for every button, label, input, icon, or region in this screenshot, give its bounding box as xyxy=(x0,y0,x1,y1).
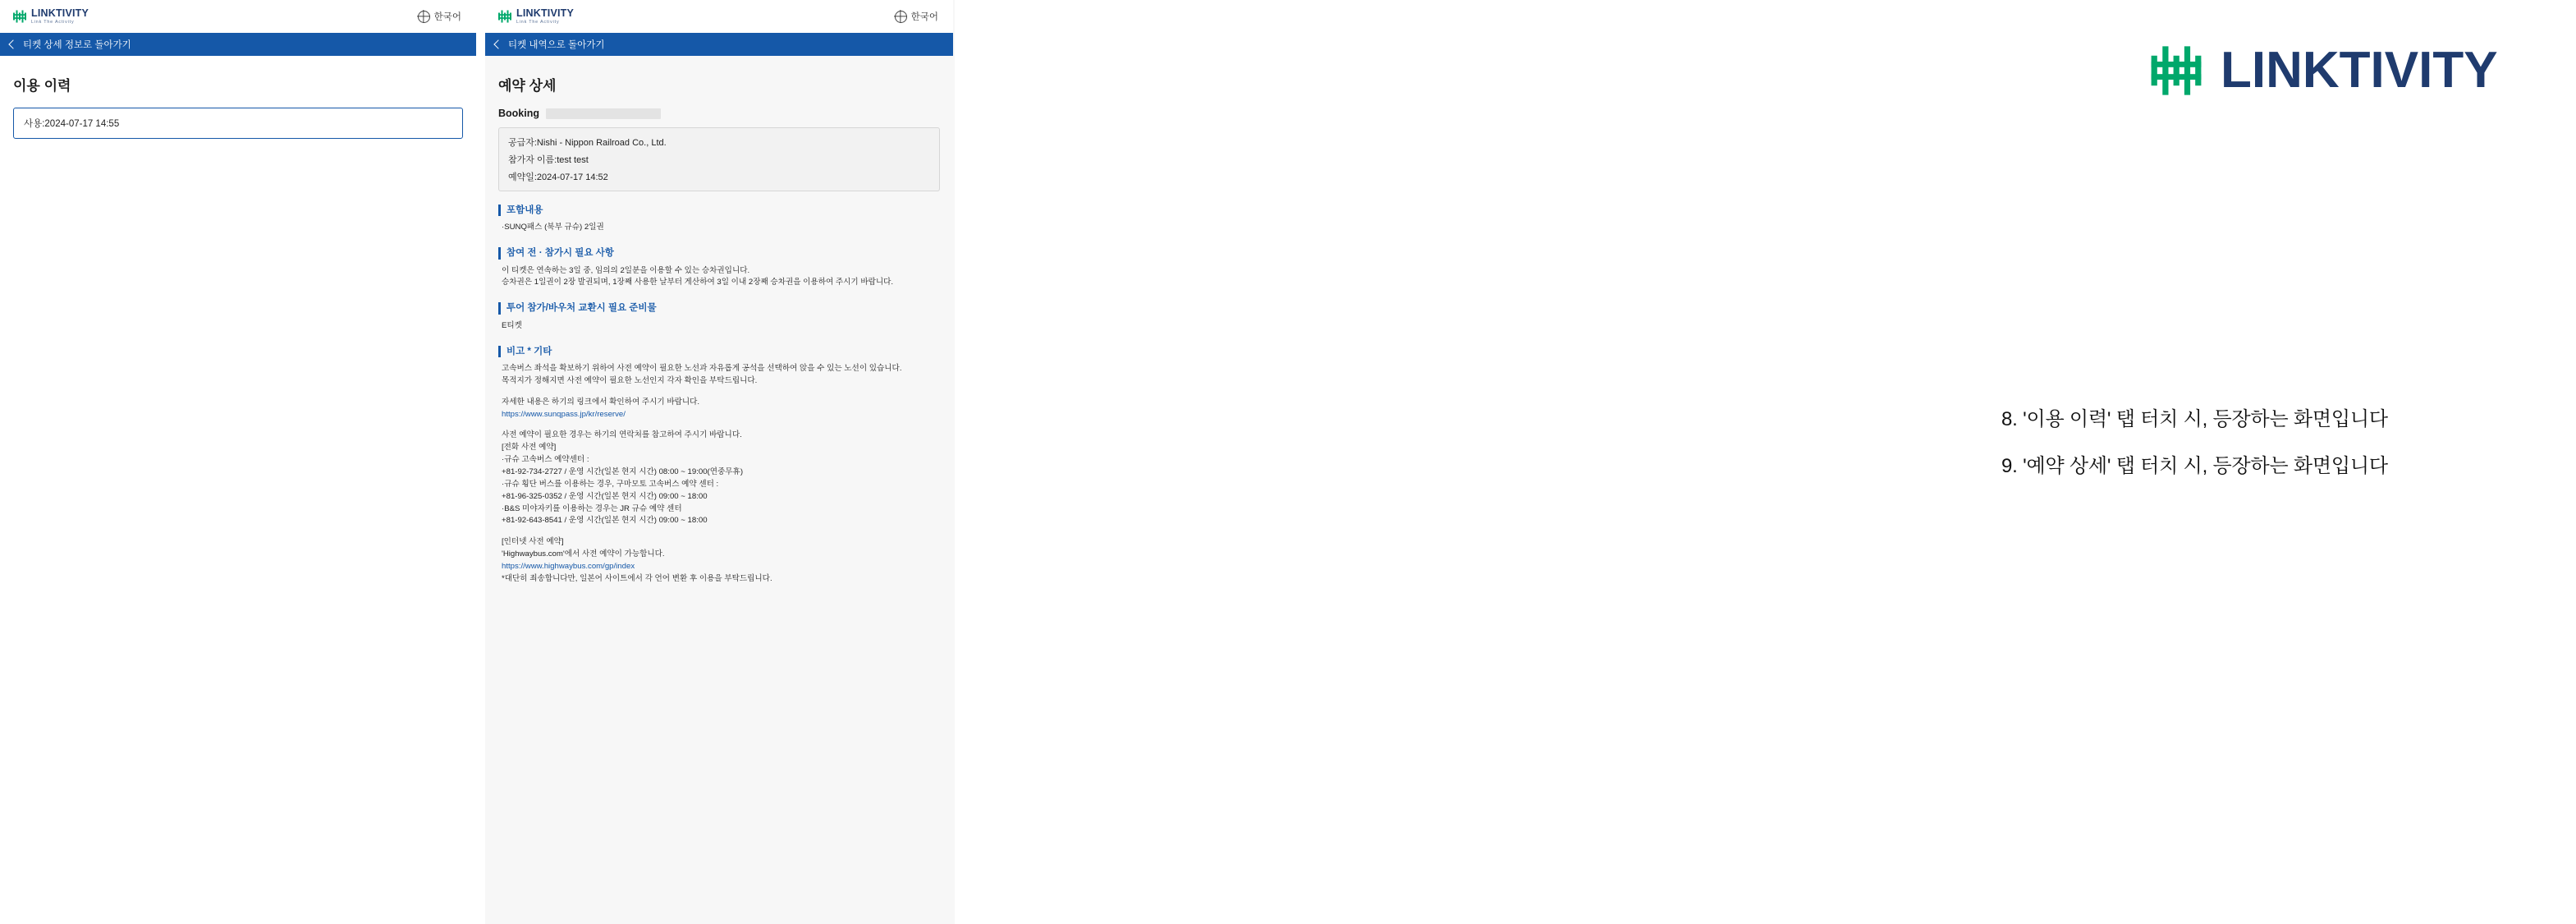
right-screen-panel xyxy=(485,0,953,924)
booking-number-masked xyxy=(546,108,661,119)
section-body xyxy=(498,363,940,586)
section-body xyxy=(498,265,940,290)
right-top-bar xyxy=(485,0,953,33)
section-line: 사전 예약이 필요한 경우는 하기의 연락처를 참고하여 주시기 바랍니다. xyxy=(502,430,742,440)
sunqpass-reserve-link[interactable]: https://www.sunqpass.jp/kr/reserve/ xyxy=(502,409,626,419)
section-line: 'Highwaybus.com'에서 사전 예약이 가능합니다. xyxy=(502,549,665,559)
section-line: 고속버스 좌석을 확보하기 위하여 사전 예약이 필요한 노선과 자유롭게 공석을 선택하여 앉을 수 있는 노선이 있습니다. xyxy=(502,363,902,373)
linktivity-logo xyxy=(11,8,89,25)
booking-label: Booking xyxy=(498,108,539,119)
caption-line-8: 8. '이용 이력' 탭 터치 시, 등장하는 화면입니다 xyxy=(2001,408,2388,430)
highwaybus-link[interactable]: https://www.highwaybus.com/gp/index xyxy=(502,561,635,571)
language-label: 한국어 xyxy=(910,12,938,22)
logo-text xyxy=(31,8,89,25)
section-line: ·B&S 미야자키를 이용하는 경우는 JR 규슈 예약 센터 xyxy=(502,503,682,513)
section-line: ·규슈 고속버스 예약센터 : xyxy=(502,455,589,465)
linktivity-logo-right xyxy=(497,8,574,25)
section-heading: 참여 전 · 참가시 필요 사항 xyxy=(498,247,940,259)
globe-icon xyxy=(895,11,907,23)
right-back-label: 티켓 내역으로 돌아가기 xyxy=(508,40,605,50)
reservation-info-card xyxy=(498,127,940,191)
caption-line-9: 9. '예약 상세' 탭 터치 시, 등장하는 화면입니다 xyxy=(2001,455,2388,477)
section-body xyxy=(498,222,940,234)
language-selector[interactable] xyxy=(895,10,938,23)
logo-wordmark: LINKTIVITY xyxy=(31,7,89,20)
linktivity-brand-lockup xyxy=(2145,39,2498,102)
left-back-label: 티켓 상세 정보로 돌아가기 xyxy=(23,40,131,50)
section-line: 목적지가 정해지면 사전 예약이 필요한 노선인지 각자 확인을 부탁드립니다. xyxy=(502,375,758,385)
usage-history-item[interactable] xyxy=(13,108,463,139)
section-heading: 투어 참가/바우처 교환시 필요 준비물 xyxy=(498,302,940,314)
booking-number-row xyxy=(498,108,953,119)
section-line: *대단히 죄송합니다만, 일본어 사이트에서 각 언어 변환 후 이용을 부탁드립니다. xyxy=(502,573,772,583)
right-back-navbar[interactable] xyxy=(485,33,953,56)
booking-date-text: 예약일:2024-07-17 14:52 xyxy=(508,172,608,182)
linktivity-wordmark-large: LINKTIVITY xyxy=(2221,42,2498,99)
section-line: +81-96-325-0352 / 운영 시간(일본 현지 시간) 09:00 ~ 18:00 xyxy=(502,491,708,501)
language-selector[interactable] xyxy=(418,10,461,23)
section-line: [인터넷 사전 예약] xyxy=(502,537,564,547)
right-page-title: 예약 상세 xyxy=(498,78,557,94)
section-line: 승차권은 1일권이 2장 발권되며, 1장째 사용한 날부터 게산하여 3일 이내 2장째 승차권을 이용하여 주시기 바랍니다. xyxy=(502,278,894,287)
linktivity-mark-icon xyxy=(497,8,513,25)
screen-divider xyxy=(476,0,485,924)
section-required-items xyxy=(498,302,940,332)
logo-tagline: Link The Activity xyxy=(31,19,75,25)
caption-list xyxy=(2001,402,2576,496)
language-label: 한국어 xyxy=(433,12,461,22)
left-screen-panel xyxy=(0,0,476,924)
chevron-left-icon xyxy=(493,39,502,48)
section-body xyxy=(498,320,940,333)
section-heading: 포함내용 xyxy=(498,205,940,216)
participant-text: 참가자 이름:test test xyxy=(508,155,589,165)
section-line: [전화 사전 예약] xyxy=(502,443,557,453)
section-line: 이 티켓은 연속하는 3일 중, 임의의 2일분을 이용할 수 있는 승차권입니다. xyxy=(502,265,750,275)
section-line: +81-92-734-2727 / 운영 시간(일본 현지 시간) 08:00 ~ 19:00(연중무휴) xyxy=(502,467,744,476)
section-line: 자세한 내용은 하기의 링크에서 확인하여 주시기 바랍니다. xyxy=(502,397,700,407)
section-line: +81-92-643-8541 / 운영 시간(일본 현지 시간) 09:00 ~ 18:00 xyxy=(502,516,708,526)
logo-tagline: Link The Activity xyxy=(516,19,560,25)
section-remarks xyxy=(498,346,940,586)
section-line: ·규슈 횡단 버스를 이용하는 경우, 구마모토 고속버스 예약 센터 : xyxy=(502,479,719,489)
usage-history-text: 사용:2024-07-17 14:55 xyxy=(24,119,120,129)
section-line: E티켓 xyxy=(502,320,522,330)
section-included xyxy=(498,205,940,234)
linktivity-mark-icon xyxy=(11,8,28,25)
logo-text xyxy=(516,8,574,25)
left-back-navbar[interactable] xyxy=(0,33,476,56)
section-heading: 비고 * 기타 xyxy=(498,346,940,357)
chevron-left-icon xyxy=(8,39,17,48)
supplier-text: 공급자:Nishi - Nippon Railroad Co., Ltd. xyxy=(508,138,667,148)
left-top-bar xyxy=(0,0,476,33)
logo-wordmark: LINKTIVITY xyxy=(516,7,575,20)
linktivity-mark-icon-large xyxy=(2145,39,2207,102)
left-page-title: 이용 이력 xyxy=(13,78,71,94)
caption-area xyxy=(955,0,2498,924)
globe-icon xyxy=(418,11,430,23)
section-line: ·SUNQ패스 (북부 규슈) 2일권 xyxy=(502,223,604,232)
section-before-participation xyxy=(498,247,940,289)
